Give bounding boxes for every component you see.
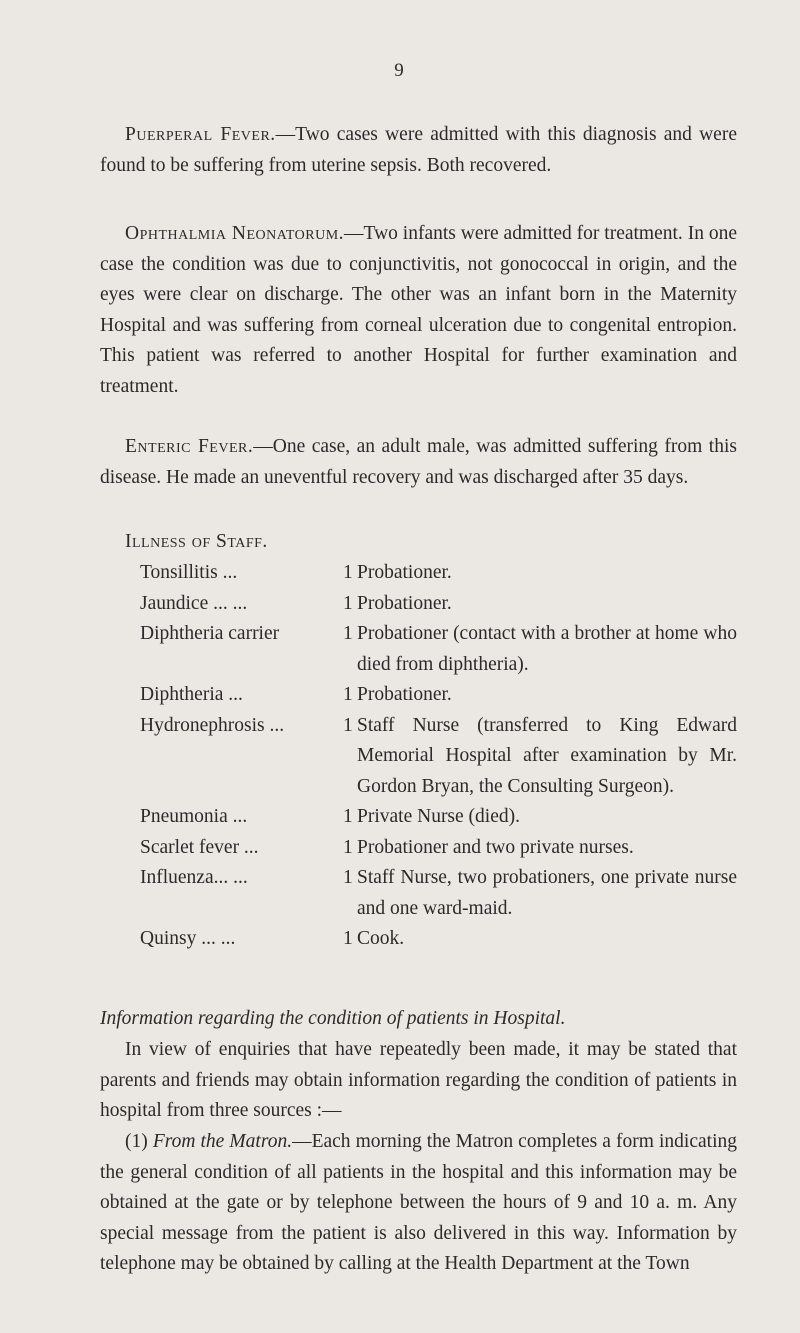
- count-cell: 1: [343, 867, 353, 888]
- puerperal-fever-text: —Two cases were admitted with this diagnosis and were found to be suffering from uterine sepsis. Both recovered.: [100, 124, 737, 176]
- illness-cell: Influenza... ...: [140, 867, 248, 888]
- illness-cell: Tonsillitis ...: [140, 562, 238, 583]
- detail-cell: Probationer.: [357, 684, 452, 705]
- staff-illness-table: [140, 558, 737, 955]
- item-1-text: —Each morning the Matron completes a form indicating the general condition of all patients in the hospital and this information may be obtained at the gate or by telephone between the hours of 9 and 10 a. m. Any special message from the patient is also delivered in this way. Information by telephone may be obtained by calling at the Health Department at the Town: [100, 1131, 737, 1274]
- detail-cell: Probationer.: [357, 592, 452, 614]
- information-item-1: [100, 1127, 737, 1280]
- page-number: 9: [394, 60, 404, 81]
- ophthalmia-text: —Two infants were admitted for treatment. In one case the condition was due to conjunctivitis, not gonococcal in origin, and the eyes were clear on discharge. The other was an infant born in the Maternity Hospital and was suffering from corneal ulceration due to congenital entropion. This patient was referred to another Hospital for further examination and treatment.: [100, 223, 737, 397]
- count-cell: 1: [343, 714, 353, 736]
- enteric-fever-title: Enteric Fever.: [125, 436, 254, 457]
- detail-cell: Private Nurse (died).: [357, 806, 520, 827]
- illness-cell: Jaundice ... ...: [140, 592, 248, 614]
- count-cell: 1: [343, 684, 353, 705]
- count-cell: 1: [343, 806, 353, 827]
- enteric-fever-paragraph: [100, 432, 737, 493]
- count-cell: 1: [343, 562, 353, 583]
- count-cell: 1: [343, 836, 353, 858]
- illness-cell: Diphtheria carrier: [140, 623, 280, 644]
- illness-cell: Pneumonia ...: [140, 806, 248, 827]
- illness-cell: Scarlet fever ...: [140, 836, 259, 858]
- table-row: [140, 558, 737, 589]
- item-1-number: (1): [125, 1131, 148, 1152]
- count-cell: 1: [343, 623, 353, 644]
- table-row: [140, 863, 737, 924]
- puerperal-fever-paragraph: [100, 120, 737, 181]
- illness-cell: Hydronephrosis ...: [140, 714, 285, 736]
- count-cell: 1: [343, 592, 353, 614]
- table-row: [140, 802, 737, 833]
- detail-cell: Cook.: [357, 928, 405, 949]
- detail-cell: Probationer.: [357, 562, 452, 583]
- detail-cell: Probationer and two private nurses.: [357, 836, 634, 858]
- ophthalmia-paragraph: [100, 219, 737, 402]
- table-row: [140, 680, 737, 711]
- puerperal-fever-title: Puerperal Fever.: [125, 124, 276, 145]
- illness-cell: Diphtheria ...: [140, 684, 243, 705]
- illness-cell: Quinsy ... ...: [140, 928, 236, 949]
- count-cell: 1: [343, 928, 353, 949]
- item-1-title: From the Matron.: [152, 1131, 293, 1152]
- table-row: [140, 833, 737, 864]
- table-row: [140, 924, 737, 955]
- table-row: [140, 619, 737, 680]
- information-intro: In view of enquiries that have repeatedly been made, it may be stated that parents and friends may obtain information regarding the condition of patients in hospital from three sources :—: [100, 1039, 737, 1121]
- table-row: [140, 711, 737, 803]
- detail-cell: Staff Nurse, two probationers, one private nurse and one ward-maid.: [357, 867, 737, 919]
- detail-cell: Probationer (contact with a brother at home who died from diphtheria).: [357, 623, 737, 675]
- staff-illness-heading: Illness of Staff.: [125, 531, 268, 552]
- table-row: [140, 589, 737, 620]
- detail-cell: Staff Nurse (transferred to King Edward Memorial Hospital after examination by Mr. Gordon Bryan, the Consulting Surgeon).: [357, 714, 737, 797]
- enteric-fever-text: —One case, an adult male, was admitted suffering from this disease. He made an uneventful recovery and was discharged after 35 days.: [100, 436, 737, 488]
- ophthalmia-title: Ophthalmia Neonatorum.: [125, 223, 345, 244]
- information-heading: Information regarding the condition of patients in Hospital.: [100, 1008, 566, 1029]
